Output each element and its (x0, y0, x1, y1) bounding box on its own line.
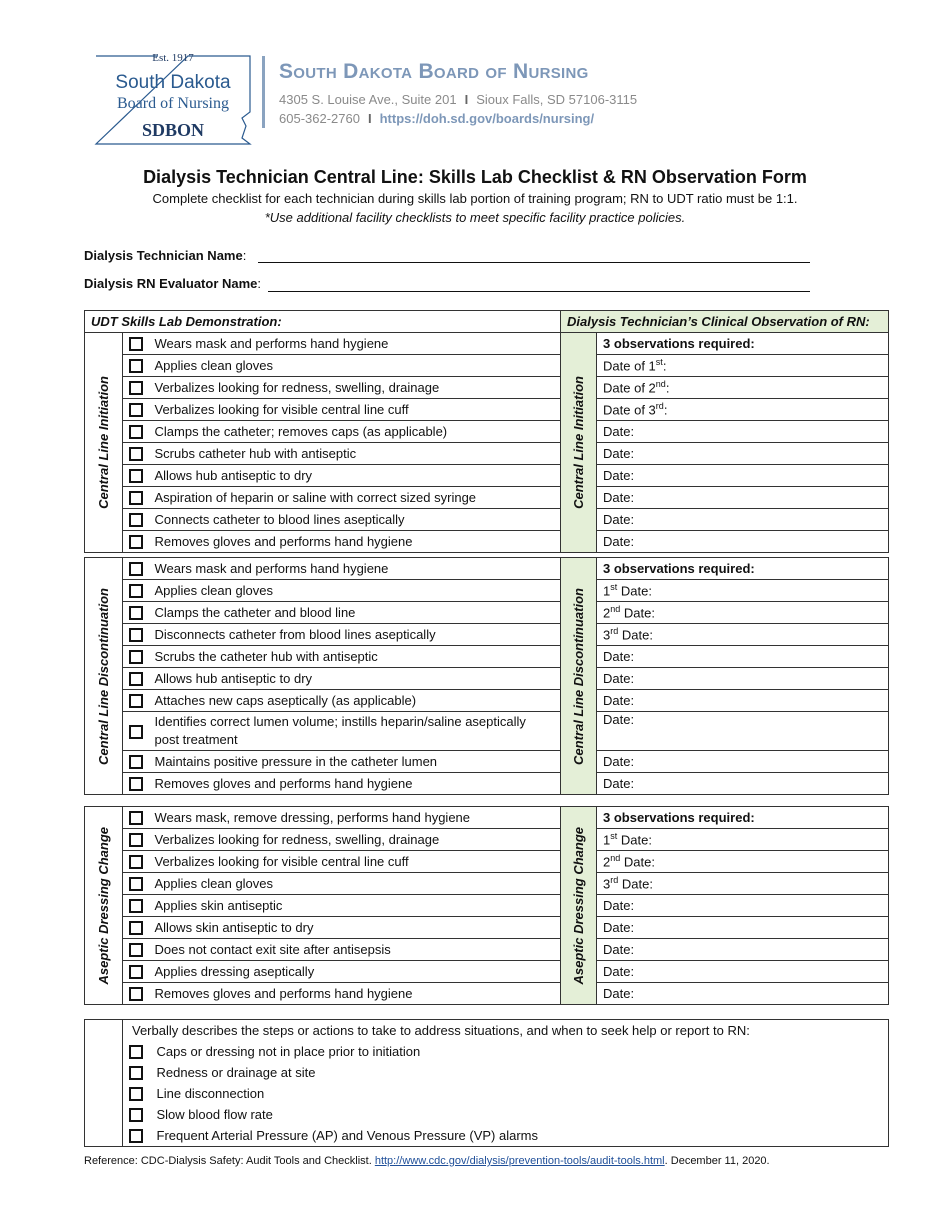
complication-item: Caps or dressing not in place prior to initiation (149, 1041, 889, 1062)
checklist-item: Identifies correct lumen volume; instills heparin/saline aseptically post treatment (149, 712, 561, 751)
observation-label-suffix: : (665, 380, 670, 396)
section-label: Central Line Initiation (96, 376, 111, 509)
complication-row (85, 1041, 889, 1062)
observation-date-cell[interactable] (597, 421, 889, 443)
section-central-line-discontinuation (84, 557, 889, 795)
checkbox[interactable] (129, 562, 143, 576)
observation-date-cell[interactable] (597, 961, 889, 983)
section-central-line-initiation (84, 310, 889, 553)
observation-label: Date: (603, 986, 635, 1001)
checkbox[interactable] (129, 447, 143, 461)
checkbox-cell (123, 851, 149, 873)
complications-intro-row (85, 1020, 889, 1042)
checklist-item: Applies clean gloves (149, 355, 561, 377)
observation-date-cell[interactable] (597, 751, 889, 773)
checkbox-cell (123, 895, 149, 917)
observation-side-label (561, 333, 597, 553)
observation-label: Date: (603, 754, 635, 769)
section-complications (84, 1019, 889, 1147)
checkbox[interactable] (129, 491, 143, 505)
checklist-row (85, 829, 889, 851)
checklist-row (85, 668, 889, 690)
technician-name-row: Dialysis Technician Name: (84, 248, 247, 263)
checklist-row (85, 399, 889, 421)
observation-section-label: Aseptic Dressing Change (571, 826, 586, 985)
checkbox[interactable] (129, 1108, 143, 1122)
checklist-row (85, 917, 889, 939)
observation-label: 3 (603, 627, 611, 643)
observation-date-cell[interactable] (597, 487, 889, 509)
observation-label-suffix: Date: (620, 605, 655, 621)
checkbox-cell (123, 355, 149, 377)
checkbox-cell (123, 421, 149, 443)
logo-established: Est. 1917 (152, 52, 194, 64)
checkbox[interactable] (129, 535, 143, 549)
observation-date-cell[interactable] (597, 509, 889, 531)
observation-label-suffix: Date: (618, 627, 653, 643)
checklist-row (85, 873, 889, 895)
checklist-item: Allows hub antiseptic to dry (149, 668, 561, 690)
checkbox[interactable] (129, 1045, 143, 1059)
ordinal-suffix: nd (610, 604, 621, 615)
observation-date-cell[interactable] (597, 558, 889, 580)
checklist-item: Removes gloves and performs hand hygiene (149, 531, 561, 553)
checkbox[interactable] (129, 403, 143, 417)
checklist-item: Clamps the catheter and blood line (149, 602, 561, 624)
observation-date-cell[interactable] (597, 983, 889, 1005)
address-street: 4305 S. Louise Ave., Suite 201 (279, 92, 457, 107)
checkbox[interactable] (129, 1129, 143, 1143)
logo-board-name: Board of Nursing (117, 95, 229, 112)
checkbox[interactable] (129, 811, 143, 825)
observation-date-cell[interactable] (597, 465, 889, 487)
observation-label: Date: (603, 920, 635, 935)
checkbox[interactable] (129, 1087, 143, 1101)
complication-item: Slow blood flow rate (149, 1104, 889, 1125)
observation-label: 3 observations required: (603, 810, 755, 825)
checklist-row (85, 646, 889, 668)
observation-label: Date of 3 (603, 402, 656, 418)
observation-date-cell[interactable] (597, 580, 889, 602)
ordinal-suffix: rd (610, 875, 619, 886)
sdbon-logo (92, 52, 254, 148)
observation-label: 3 (603, 876, 611, 892)
checkbox-cell (123, 558, 149, 580)
ordinal-suffix: nd (655, 379, 666, 390)
checkbox-cell (123, 509, 149, 531)
checkbox-cell (123, 873, 149, 895)
checklist-item: Does not contact exit site after antisepsis (149, 939, 561, 961)
checklist-item: Verbalizes looking for visible central line cuff (149, 851, 561, 873)
observation-label: Date: (603, 776, 635, 791)
observation-label-suffix: Date: (617, 583, 652, 599)
checklist-row (85, 690, 889, 712)
observation-label: Date: (603, 446, 635, 461)
checkbox-cell (123, 1062, 149, 1083)
address-city: Sioux Falls, SD 57106-3115 (476, 92, 638, 107)
complication-item: Frequent Arterial Pressure (AP) and Venous Pressure (VP) alarms (149, 1125, 889, 1147)
technician-name-label: Dialysis Technician Name (84, 248, 243, 263)
checklist-row (85, 712, 889, 751)
observation-label-suffix: : (663, 402, 668, 418)
form-subtitle: Complete checklist for each technician during skills lab portion of training program; RN to UDT ratio must be 1:1. (152, 191, 798, 206)
org-address: 4305 S. Louise Ave., Suite 201 I Sioux Falls, SD 57106-3115 (279, 92, 638, 107)
checkbox[interactable] (129, 628, 143, 642)
checkbox-cell (123, 580, 149, 602)
checkbox-cell (123, 624, 149, 646)
checklist-row (85, 807, 889, 829)
checklist-row (85, 851, 889, 873)
complication-row (85, 1125, 889, 1147)
checkbox[interactable] (129, 606, 143, 620)
observation-label: Date: (603, 468, 635, 483)
right-header: Dialysis Technician’s Clinical Observation of RN: (561, 311, 889, 333)
observation-date-cell[interactable] (597, 829, 889, 851)
section-side-label (85, 333, 123, 553)
checkbox-cell (123, 1083, 149, 1104)
checklist-row (85, 961, 889, 983)
checklist-item: Wears mask and performs hand hygiene (149, 558, 561, 580)
complication-item: Redness or drainage at site (149, 1062, 889, 1083)
checklist-row (85, 773, 889, 795)
logo-state-name: South Dakota (115, 72, 231, 93)
checklist-row (85, 355, 889, 377)
ordinal-suffix: rd (610, 626, 619, 637)
ordinal-suffix: st (655, 357, 663, 368)
form-title: Dialysis Technician Central Line: Skills Lab Checklist & RN Observation Form (143, 167, 807, 187)
checklist-row (85, 624, 889, 646)
observation-section-label: Central Line Discontinuation (571, 587, 586, 765)
checkbox-cell (123, 751, 149, 773)
checkbox[interactable] (129, 672, 143, 686)
checklist-row (85, 602, 889, 624)
checkbox-cell (123, 646, 149, 668)
checklist-item: Clamps the catheter; removes caps (as applicable) (149, 421, 561, 443)
checkbox[interactable] (129, 833, 143, 847)
checkbox-cell (123, 487, 149, 509)
observation-side-label (561, 807, 597, 1005)
checkbox[interactable] (129, 694, 143, 708)
section-header-row (85, 311, 889, 333)
checklist-item: Allows hub antiseptic to dry (149, 465, 561, 487)
checkbox[interactable] (129, 513, 143, 527)
observation-label: Date: (603, 942, 635, 957)
observation-date-cell[interactable] (597, 377, 889, 399)
checkbox-cell (123, 531, 149, 553)
checklist-item: Removes gloves and performs hand hygiene (149, 773, 561, 795)
checklist-item: Connects catheter to blood lines aseptically (149, 509, 561, 531)
technician-name-field[interactable] (258, 262, 810, 263)
checkbox[interactable] (129, 725, 143, 739)
checkbox[interactable] (129, 899, 143, 913)
observation-date-cell[interactable] (597, 668, 889, 690)
checklist-row (85, 751, 889, 773)
observation-date-cell[interactable] (597, 531, 889, 553)
reference-prefix: Reference: CDC-Dialysis Safety: Audit Tools and Checklist. (84, 1155, 372, 1167)
checkbox[interactable] (129, 337, 143, 351)
section-label: Aseptic Dressing Change (96, 826, 111, 985)
ordinal-suffix: nd (610, 853, 621, 864)
observation-date-cell[interactable] (597, 917, 889, 939)
checkbox-cell (123, 961, 149, 983)
org-website-link[interactable]: https://doh.sd.gov/boards/nursing/ (379, 111, 595, 126)
checkbox-cell (123, 399, 149, 421)
observation-label: 1 (603, 832, 611, 848)
checklist-row (85, 983, 889, 1005)
checklist-item: Disconnects catheter from blood lines aseptically (149, 624, 561, 646)
observation-date-cell[interactable] (597, 712, 889, 751)
checkbox-cell (123, 1125, 149, 1147)
observation-label: Date: (603, 712, 635, 727)
ordinal-suffix: st (610, 582, 618, 593)
section-side-label (85, 558, 123, 795)
observation-date-cell[interactable] (597, 646, 889, 668)
complication-row (85, 1062, 889, 1083)
checklist-item: Allows skin antiseptic to dry (149, 917, 561, 939)
checkbox-cell (123, 712, 149, 751)
checkbox[interactable] (129, 877, 143, 891)
observation-date-cell[interactable] (597, 624, 889, 646)
checklist-item: Applies clean gloves (149, 580, 561, 602)
logo-abbreviation: SDBON (141, 120, 204, 140)
evaluator-name-label: Dialysis RN Evaluator Name (84, 276, 258, 291)
reference-note (84, 1155, 770, 1167)
checkbox[interactable] (129, 359, 143, 373)
observation-date-cell[interactable] (597, 773, 889, 795)
checklist-item: Applies clean gloves (149, 873, 561, 895)
reference-suffix: . December 11, 2020. (664, 1155, 770, 1167)
evaluator-name-field[interactable] (268, 291, 810, 292)
observation-label: Date of 1 (603, 358, 656, 374)
checklist-row (85, 895, 889, 917)
observation-label: Date: (603, 534, 635, 549)
checkbox-cell (123, 983, 149, 1005)
checkbox[interactable] (129, 584, 143, 598)
checklist-row (85, 580, 889, 602)
checklist-item: Applies skin antiseptic (149, 895, 561, 917)
checkbox[interactable] (129, 855, 143, 869)
checklist-item: Removes gloves and performs hand hygiene (149, 983, 561, 1005)
observation-label: Date: (603, 964, 635, 979)
observation-label-suffix: : (662, 358, 667, 374)
checkbox[interactable] (129, 987, 143, 1001)
checkbox-cell (123, 465, 149, 487)
observation-date-cell[interactable] (597, 355, 889, 377)
complications-label: Complications (96, 1038, 111, 1128)
checklist-item: Verbalizes looking for visible central line cuff (149, 399, 561, 421)
checkbox-cell (123, 807, 149, 829)
evaluator-name-row: Dialysis RN Evaluator Name: (84, 276, 262, 291)
checklist-item: Verbalizes looking for redness, swelling, drainage (149, 829, 561, 851)
observation-section-label: Central Line Initiation (571, 376, 587, 509)
checklist-item: Scrubs the catheter hub with antiseptic (149, 646, 561, 668)
checkbox-cell (123, 602, 149, 624)
checklist-item: Verbalizes looking for redness, swelling, drainage (149, 377, 561, 399)
checklist-row (85, 377, 889, 399)
observation-label: 3 observations required: (603, 336, 755, 351)
checkbox-cell (123, 443, 149, 465)
checklist-item: Scrubs catheter hub with antiseptic (149, 443, 561, 465)
observation-date-cell[interactable] (597, 851, 889, 873)
checkbox[interactable] (129, 921, 143, 935)
checklist-row (85, 333, 889, 355)
checkbox-cell (123, 1104, 149, 1125)
observation-label: Date of 2 (603, 380, 656, 396)
observation-label: 2 (603, 854, 611, 870)
ordinal-suffix: rd (655, 401, 664, 412)
checkbox-cell (123, 829, 149, 851)
observation-date-cell[interactable] (597, 873, 889, 895)
checkbox-cell (123, 668, 149, 690)
observation-label-suffix: Date: (620, 854, 655, 870)
checkbox-cell (123, 377, 149, 399)
observation-label: 3 observations required: (603, 561, 755, 576)
org-name: South Dakota Board of Nursing (279, 60, 589, 83)
observation-date-cell[interactable] (597, 333, 889, 355)
complications-intro: Verbally describes the steps or actions to take to address situations, and when to seek help or report to RN: (123, 1020, 889, 1042)
complication-item: Line disconnection (149, 1083, 889, 1104)
checkbox[interactable] (129, 755, 143, 769)
observation-label: Date: (603, 512, 635, 527)
checklist-row (85, 558, 889, 580)
observation-label: Date: (603, 649, 635, 664)
observation-label: Date: (603, 693, 635, 708)
checkbox[interactable] (129, 650, 143, 664)
left-header: UDT Skills Lab Demonstration: (85, 311, 561, 333)
checklist-row (85, 939, 889, 961)
checkbox[interactable] (129, 777, 143, 791)
org-phone: 605-362-2760 (279, 111, 360, 126)
observation-date-cell[interactable] (597, 895, 889, 917)
form-note: *Use additional facility checklists to meet specific facility practice policies. (264, 210, 686, 225)
observation-date-cell[interactable] (597, 939, 889, 961)
checklist-row (85, 465, 889, 487)
ordinal-suffix: st (610, 831, 618, 842)
org-contact: 605-362-2760 I https://doh.sd.gov/boards/nursing/ (279, 111, 595, 126)
observation-label: 2 (603, 605, 611, 621)
observation-label: 1 (603, 583, 611, 599)
checkbox[interactable] (129, 469, 143, 483)
observation-label-suffix: Date: (617, 832, 652, 848)
checkbox[interactable] (129, 381, 143, 395)
header-divider (262, 56, 265, 128)
checklist-row (85, 421, 889, 443)
checkbox-cell (123, 690, 149, 712)
observation-date-cell[interactable] (597, 602, 889, 624)
checklist-item: Maintains positive pressure in the catheter lumen (149, 751, 561, 773)
checkbox[interactable] (129, 943, 143, 957)
observation-label: Date: (603, 424, 635, 439)
checkbox[interactable] (129, 1066, 143, 1080)
observation-date-cell[interactable] (597, 807, 889, 829)
observation-side-label (561, 558, 597, 795)
checkbox-cell (123, 939, 149, 961)
observation-date-cell[interactable] (597, 443, 889, 465)
checklist-item: Applies dressing aseptically (149, 961, 561, 983)
checkbox[interactable] (129, 965, 143, 979)
reference-link[interactable]: http://www.cdc.gov/dialysis/prevention-tools/audit-tools.html (374, 1155, 665, 1167)
observation-date-cell[interactable] (597, 690, 889, 712)
observation-label-suffix: Date: (618, 876, 653, 892)
checklist-row (85, 509, 889, 531)
section-label: Central Line Discontinuation (96, 587, 111, 765)
checklist-row (85, 487, 889, 509)
checklist-item: Wears mask, remove dressing, performs hand hygiene (149, 807, 561, 829)
checklist-row (85, 443, 889, 465)
complication-row (85, 1083, 889, 1104)
checklist-item: Aspiration of heparin or saline with correct sized syringe (149, 487, 561, 509)
section-aseptic-dressing-change (84, 806, 889, 1005)
observation-label: Date: (603, 490, 635, 505)
checkbox-cell (123, 917, 149, 939)
checklist-item: Attaches new caps aseptically (as applicable) (149, 690, 561, 712)
observation-label: Date: (603, 671, 635, 686)
complication-row (85, 1104, 889, 1125)
observation-label: Date: (603, 898, 635, 913)
checkbox-cell (123, 333, 149, 355)
complications-side-label (85, 1020, 123, 1147)
checklist-item: Wears mask and performs hand hygiene (149, 333, 561, 355)
checklist-row (85, 531, 889, 553)
checkbox[interactable] (129, 425, 143, 439)
section-side-label (85, 807, 123, 1005)
observation-date-cell[interactable] (597, 399, 889, 421)
checkbox-cell (123, 773, 149, 795)
checkbox-cell (123, 1041, 149, 1062)
